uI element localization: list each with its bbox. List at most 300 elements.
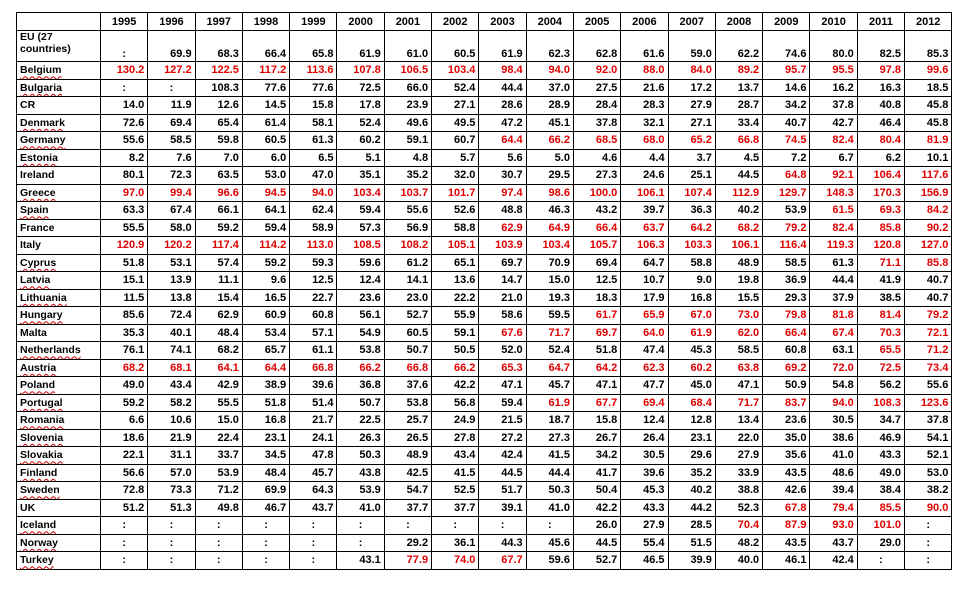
value-cell: :	[101, 552, 148, 570]
value-cell: :	[242, 534, 289, 552]
value-cell: 72.5	[857, 359, 904, 377]
value-cell: 24.1	[290, 429, 337, 447]
value-cell: 112.9	[715, 184, 762, 202]
value-cell: 3.7	[668, 149, 715, 167]
value-cell: 22.7	[290, 289, 337, 307]
value-cell: 55.9	[432, 307, 479, 325]
value-cell: 106.1	[715, 237, 762, 255]
value-cell: 18.6	[101, 429, 148, 447]
value-cell: 64.4	[479, 132, 526, 150]
value-cell: :	[148, 79, 195, 97]
value-cell: 46.4	[857, 114, 904, 132]
value-cell: 46.5	[621, 552, 668, 570]
value-cell: :	[905, 552, 952, 570]
value-cell: 6.5	[290, 149, 337, 167]
value-cell: 59.8	[195, 132, 242, 150]
value-cell: 62.9	[479, 219, 526, 237]
value-cell: 16.3	[857, 79, 904, 97]
value-cell: 46.7	[242, 499, 289, 517]
value-cell: 18.5	[905, 79, 952, 97]
value-cell: 45.1	[526, 114, 573, 132]
value-cell: 84.0	[668, 62, 715, 80]
value-cell: 61.6	[621, 31, 668, 62]
value-cell: 59.6	[337, 254, 384, 272]
value-cell: 67.4	[810, 324, 857, 342]
value-cell: 55.6	[101, 132, 148, 150]
value-cell: 9.6	[242, 272, 289, 290]
value-cell: 101.0	[857, 517, 904, 535]
value-cell: 61.9	[337, 31, 384, 62]
value-cell: 7.6	[148, 149, 195, 167]
table-row	[17, 272, 952, 290]
country-name-cell	[17, 31, 101, 62]
table-row	[17, 254, 952, 272]
table-row	[17, 394, 952, 412]
value-cell: 62.0	[715, 324, 762, 342]
value-cell: 55.4	[621, 534, 668, 552]
year-header-row	[17, 13, 952, 31]
value-cell: 67.4	[148, 202, 195, 220]
value-cell: 106.4	[857, 167, 904, 185]
table-row	[17, 31, 952, 62]
value-cell: 41.7	[573, 464, 620, 482]
value-cell: 127.0	[905, 237, 952, 255]
country-label: Iceland	[20, 519, 57, 532]
value-cell: 56.9	[384, 219, 431, 237]
value-cell: 70.3	[857, 324, 904, 342]
value-cell: 50.3	[337, 447, 384, 465]
value-cell: 34.7	[857, 412, 904, 430]
value-cell: 70.4	[715, 517, 762, 535]
value-cell: 41.9	[857, 272, 904, 290]
value-cell: :	[337, 517, 384, 535]
table-body	[17, 31, 952, 570]
value-cell: 27.3	[526, 429, 573, 447]
value-cell: 23.1	[668, 429, 715, 447]
value-cell: 43.3	[621, 499, 668, 517]
corner-cell	[17, 13, 101, 31]
country-name-cell	[17, 359, 101, 377]
country-name-cell	[17, 552, 101, 570]
value-cell: 70.9	[526, 254, 573, 272]
value-cell: 58.9	[290, 219, 337, 237]
value-cell: 49.6	[384, 114, 431, 132]
value-cell: 45.8	[905, 97, 952, 115]
year-header-1996: 1996	[148, 13, 195, 31]
value-cell: 22.4	[195, 429, 242, 447]
value-cell: 58.5	[715, 342, 762, 360]
value-cell: 51.8	[573, 342, 620, 360]
value-cell: 103.4	[432, 62, 479, 80]
value-cell: :	[242, 517, 289, 535]
value-cell: 38.5	[857, 289, 904, 307]
table-row	[17, 202, 952, 220]
value-cell: 27.8	[432, 429, 479, 447]
year-header-2003: 2003	[479, 13, 526, 31]
value-cell: 32.1	[621, 114, 668, 132]
value-cell: 60.2	[668, 359, 715, 377]
value-cell: 106.3	[621, 237, 668, 255]
value-cell: 61.9	[479, 31, 526, 62]
country-name-cell	[17, 394, 101, 412]
value-cell: 79.4	[810, 499, 857, 517]
value-cell: 98.4	[479, 62, 526, 80]
value-cell: 27.2	[479, 429, 526, 447]
country-label: Ireland	[20, 169, 55, 182]
value-cell: 9.0	[668, 272, 715, 290]
value-cell: 62.8	[573, 31, 620, 62]
value-cell: 69.7	[479, 254, 526, 272]
value-cell: 81.9	[905, 132, 952, 150]
value-cell: 44.3	[479, 534, 526, 552]
country-label: Romania	[20, 414, 65, 427]
value-cell: 66.2	[526, 132, 573, 150]
country-name-cell	[17, 272, 101, 290]
value-cell: 65.8	[290, 31, 337, 62]
value-cell: 64.7	[526, 359, 573, 377]
value-cell: 97.8	[857, 62, 904, 80]
value-cell: 26.5	[384, 429, 431, 447]
value-cell: 17.2	[668, 79, 715, 97]
table-row	[17, 184, 952, 202]
value-cell: 68.1	[148, 359, 195, 377]
value-cell: 69.4	[573, 254, 620, 272]
value-cell: 28.7	[715, 97, 762, 115]
value-cell: 43.3	[857, 447, 904, 465]
value-cell: 13.7	[715, 79, 762, 97]
value-cell: 53.8	[384, 394, 431, 412]
value-cell: 14.0	[101, 97, 148, 115]
value-cell: 15.5	[715, 289, 762, 307]
value-cell: 53.4	[242, 324, 289, 342]
value-cell: :	[905, 517, 952, 535]
value-cell: 40.8	[857, 97, 904, 115]
value-cell: 85.5	[857, 499, 904, 517]
value-cell: 43.4	[432, 447, 479, 465]
value-cell: :	[195, 552, 242, 570]
value-cell: 43.7	[290, 499, 337, 517]
value-cell: 65.1	[432, 254, 479, 272]
value-cell: 58.5	[148, 132, 195, 150]
value-cell: 15.1	[101, 272, 148, 290]
country-name-cell	[17, 464, 101, 482]
value-cell: 123.6	[905, 394, 952, 412]
value-cell: 72.4	[148, 307, 195, 325]
value-cell: 65.9	[621, 307, 668, 325]
value-cell: 30.7	[479, 167, 526, 185]
value-cell: 97.0	[101, 184, 148, 202]
value-cell: 101.7	[432, 184, 479, 202]
value-cell: 63.7	[621, 219, 668, 237]
value-cell: 47.1	[573, 377, 620, 395]
value-cell: 57.0	[148, 464, 195, 482]
value-cell: 18.7	[526, 412, 573, 430]
value-cell: 94.0	[290, 184, 337, 202]
value-cell: 11.5	[101, 289, 148, 307]
value-cell: 33.9	[715, 464, 762, 482]
value-cell: 66.2	[337, 359, 384, 377]
table-row	[17, 79, 952, 97]
value-cell: 17.9	[621, 289, 668, 307]
value-cell: 34.2	[763, 97, 810, 115]
value-cell: 52.3	[715, 499, 762, 517]
value-cell: 59.2	[242, 254, 289, 272]
value-cell: 13.9	[148, 272, 195, 290]
value-cell: 53.9	[763, 202, 810, 220]
value-cell: 62.3	[621, 359, 668, 377]
value-cell: 52.7	[573, 552, 620, 570]
value-cell: 80.1	[101, 167, 148, 185]
value-cell: 47.1	[715, 377, 762, 395]
value-cell: 62.3	[526, 31, 573, 62]
value-cell: 68.5	[573, 132, 620, 150]
value-cell: 37.7	[432, 499, 479, 517]
table-row	[17, 289, 952, 307]
value-cell: 68.2	[715, 219, 762, 237]
value-cell: 84.2	[905, 202, 952, 220]
value-cell: 122.5	[195, 62, 242, 80]
value-cell: :	[905, 534, 952, 552]
value-cell: 19.8	[715, 272, 762, 290]
value-cell: 42.2	[573, 499, 620, 517]
value-cell: 37.6	[384, 377, 431, 395]
country-label: Estonia	[20, 151, 58, 164]
value-cell: 39.6	[621, 464, 668, 482]
value-cell: 67.6	[479, 324, 526, 342]
value-cell: 38.6	[810, 429, 857, 447]
year-header-2010: 2010	[810, 13, 857, 31]
country-name-cell	[17, 167, 101, 185]
value-cell: 51.4	[290, 394, 337, 412]
value-cell: 61.2	[384, 254, 431, 272]
value-cell: 79.8	[763, 307, 810, 325]
value-cell: 85.6	[101, 307, 148, 325]
value-cell: 47.2	[479, 114, 526, 132]
value-cell: 42.7	[810, 114, 857, 132]
value-cell: 67.7	[573, 394, 620, 412]
country-name-cell	[17, 202, 101, 220]
value-cell: 60.7	[432, 132, 479, 150]
value-cell: 52.4	[526, 342, 573, 360]
value-cell: 108.5	[337, 237, 384, 255]
value-cell: 13.8	[148, 289, 195, 307]
value-cell: 71.2	[195, 482, 242, 500]
value-cell: 51.7	[479, 482, 526, 500]
value-cell: 37.8	[573, 114, 620, 132]
value-cell: 43.7	[810, 534, 857, 552]
value-cell: 99.6	[905, 62, 952, 80]
value-cell: 25.7	[384, 412, 431, 430]
country-label: Italy	[20, 239, 42, 252]
value-cell: 45.7	[290, 464, 337, 482]
year-header-2005: 2005	[573, 13, 620, 31]
value-cell: 66.4	[763, 324, 810, 342]
value-cell: 36.9	[763, 272, 810, 290]
value-cell: 57.3	[337, 219, 384, 237]
country-name-cell	[17, 307, 101, 325]
value-cell: 98.6	[526, 184, 573, 202]
value-cell: :	[242, 552, 289, 570]
value-cell: 119.3	[810, 237, 857, 255]
value-cell: 59.2	[195, 219, 242, 237]
value-cell: 59.2	[101, 394, 148, 412]
value-cell: 35.2	[384, 167, 431, 185]
value-cell: 60.8	[763, 342, 810, 360]
value-cell: 72.0	[810, 359, 857, 377]
value-cell: 28.3	[621, 97, 668, 115]
value-cell: 44.5	[715, 167, 762, 185]
value-cell: 51.8	[101, 254, 148, 272]
value-cell: 103.4	[337, 184, 384, 202]
year-header-2000: 2000	[337, 13, 384, 31]
value-cell: 26.0	[573, 517, 620, 535]
value-cell: 61.1	[290, 342, 337, 360]
value-cell: 53.1	[148, 254, 195, 272]
value-cell: 81.4	[857, 307, 904, 325]
value-cell: 29.3	[763, 289, 810, 307]
value-cell: 37.7	[384, 499, 431, 517]
value-cell: 120.2	[148, 237, 195, 255]
value-cell: 23.1	[242, 429, 289, 447]
value-cell: 14.1	[384, 272, 431, 290]
value-cell: 23.6	[763, 412, 810, 430]
value-cell: 41.0	[337, 499, 384, 517]
value-cell: 69.3	[857, 202, 904, 220]
value-cell: 49.0	[101, 377, 148, 395]
year-header-2007: 2007	[668, 13, 715, 31]
value-cell: 71.7	[715, 394, 762, 412]
value-cell: 156.9	[905, 184, 952, 202]
country-name-cell	[17, 534, 101, 552]
value-cell: 53.8	[337, 342, 384, 360]
value-cell: 30.5	[621, 447, 668, 465]
value-cell: 64.7	[621, 254, 668, 272]
value-cell: 17.8	[337, 97, 384, 115]
value-cell: 65.2	[668, 132, 715, 150]
value-cell: 5.1	[337, 149, 384, 167]
table-row	[17, 482, 952, 500]
value-cell: 36.1	[432, 534, 479, 552]
table-row	[17, 464, 952, 482]
value-cell: 90.0	[905, 499, 952, 517]
value-cell: 69.9	[242, 482, 289, 500]
value-cell: 50.4	[573, 482, 620, 500]
value-cell: 48.2	[715, 534, 762, 552]
value-cell: 80.0	[810, 31, 857, 62]
country-name-cell	[17, 219, 101, 237]
value-cell: 4.5	[715, 149, 762, 167]
value-cell: 68.3	[195, 31, 242, 62]
country-label: Finland	[20, 466, 58, 479]
value-cell: 106.5	[384, 62, 431, 80]
value-cell: 69.9	[148, 31, 195, 62]
value-cell: :	[148, 552, 195, 570]
table-row	[17, 167, 952, 185]
value-cell: 22.5	[337, 412, 384, 430]
value-cell: 47.7	[621, 377, 668, 395]
value-cell: 58.2	[148, 394, 195, 412]
country-name-cell	[17, 62, 101, 80]
table-row	[17, 307, 952, 325]
value-cell: 54.8	[810, 377, 857, 395]
value-cell: 103.4	[526, 237, 573, 255]
value-cell: 37.9	[810, 289, 857, 307]
country-label: Sweden	[20, 484, 60, 497]
value-cell: 68.2	[101, 359, 148, 377]
value-cell: 82.5	[857, 31, 904, 62]
value-cell: 35.2	[668, 464, 715, 482]
value-cell: 117.2	[242, 62, 289, 80]
value-cell: 103.9	[479, 237, 526, 255]
country-name-cell	[17, 184, 101, 202]
country-name-cell	[17, 499, 101, 517]
value-cell: 31.1	[148, 447, 195, 465]
value-cell: :	[148, 517, 195, 535]
table-row	[17, 447, 952, 465]
value-cell: 43.4	[148, 377, 195, 395]
value-cell: 33.4	[715, 114, 762, 132]
value-cell: 61.9	[526, 394, 573, 412]
table-row	[17, 499, 952, 517]
country-name-cell	[17, 289, 101, 307]
table-row	[17, 237, 952, 255]
value-cell: 12.5	[290, 272, 337, 290]
value-cell: 45.8	[905, 114, 952, 132]
value-cell: 48.8	[479, 202, 526, 220]
value-cell: 51.8	[242, 394, 289, 412]
value-cell: :	[101, 79, 148, 97]
value-cell: 45.3	[621, 482, 668, 500]
value-cell: 77.6	[242, 79, 289, 97]
value-cell: 55.6	[384, 202, 431, 220]
government-debt-table	[16, 12, 952, 570]
value-cell: 39.1	[479, 499, 526, 517]
value-cell: 59.1	[384, 132, 431, 150]
value-cell: 56.1	[337, 307, 384, 325]
value-cell: 12.4	[337, 272, 384, 290]
value-cell: 66.0	[384, 79, 431, 97]
value-cell: 23.6	[337, 289, 384, 307]
table-row	[17, 219, 952, 237]
value-cell: :	[101, 31, 148, 62]
value-cell: 76.1	[101, 342, 148, 360]
value-cell: 64.1	[242, 202, 289, 220]
value-cell: 36.3	[668, 202, 715, 220]
year-header-2002: 2002	[432, 13, 479, 31]
value-cell: 64.0	[621, 324, 668, 342]
value-cell: 40.0	[715, 552, 762, 570]
value-cell: 62.9	[195, 307, 242, 325]
value-cell: 64.4	[242, 359, 289, 377]
value-cell: 14.6	[763, 79, 810, 97]
value-cell: 41.0	[810, 447, 857, 465]
value-cell: 58.5	[763, 254, 810, 272]
country-name-cell	[17, 114, 101, 132]
country-label: Portugal	[20, 396, 63, 409]
year-header-1998: 1998	[242, 13, 289, 31]
value-cell: 56.8	[432, 394, 479, 412]
value-cell: :	[290, 552, 337, 570]
value-cell: 41.5	[432, 464, 479, 482]
country-name-cell	[17, 324, 101, 342]
value-cell: 42.6	[763, 482, 810, 500]
value-cell: 52.6	[432, 202, 479, 220]
table-row	[17, 517, 952, 535]
value-cell: 68.4	[668, 394, 715, 412]
value-cell: 87.9	[763, 517, 810, 535]
value-cell: 33.7	[195, 447, 242, 465]
value-cell: 39.4	[810, 482, 857, 500]
